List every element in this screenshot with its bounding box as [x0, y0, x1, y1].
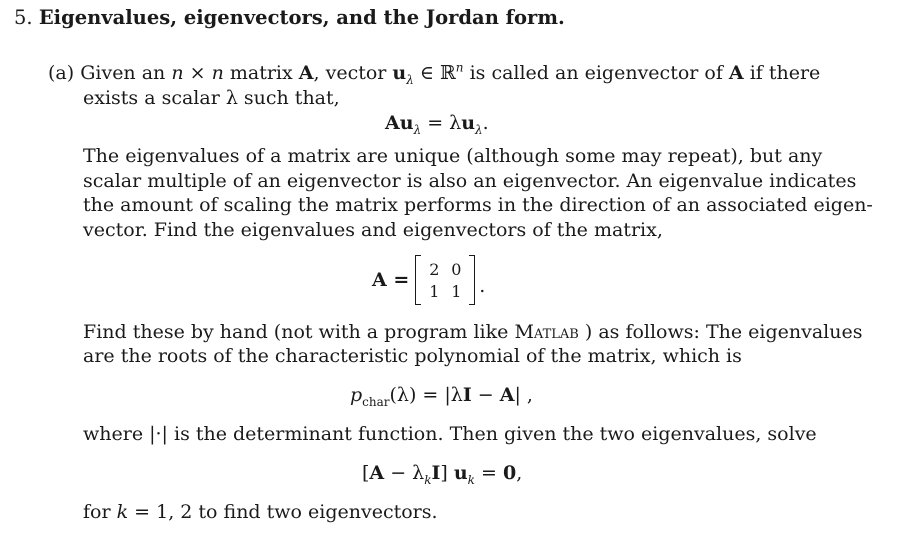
matrix-lhs: A = — [372, 269, 410, 291]
part-label: (a) — [48, 62, 75, 84]
paragraph-line: vector. Find the eigenvalues and eigenvectors of the matrix, — [83, 219, 663, 241]
section-heading — [14, 6, 565, 30]
paragraph-line: The eigenvalues of a matrix are unique (although some may repeat), but any — [83, 145, 823, 167]
matrix-grid — [421, 258, 469, 302]
matrix-cell: 1 — [451, 281, 462, 301]
right-bracket — [469, 255, 475, 305]
where-line: where |·| is the determinant function. Then given the two eigenvalues, solve — [83, 423, 817, 445]
solve-equation: $[A - \lambda_kI]$ $u_k = 0$, — [362, 462, 523, 487]
matrix-cell: 2 — [429, 259, 440, 279]
part-a-line2: exists a scalar λ such that, — [83, 87, 340, 109]
paragraph-line: the amount of scaling the matrix performs in the direction of an associated eigen- — [83, 194, 873, 216]
eigen-equation: $Au_\lambda = \lambda u_\lambda$. — [385, 112, 489, 137]
matrix-cell: 0 — [451, 259, 462, 279]
char-poly-equation: $p_{char}(\lambda) = |\lambda I - A|$ , — [350, 384, 533, 409]
find-line2: are the roots of the characteristic polynomial of the matrix, which is — [83, 345, 742, 367]
paragraph-line: scalar multiple of an eigenvector is also an eigenvector. An eigenvalue indicates — [83, 170, 857, 192]
matrix-period: . — [479, 275, 486, 297]
matrix-cell: 1 — [429, 281, 440, 301]
final-line: for k = 1, 2 to find two eigenvectors. — [83, 501, 438, 523]
part-a-line1: (a) Given an n × n matrix A, vector $u_\lambda$ ∈ ℝ$^n$ is called an eigenvector of A if there — [48, 60, 821, 87]
section-title: Eigenvalues, eigenvectors, and the Jordan form. — [38, 6, 565, 29]
matrix-equation — [372, 254, 485, 306]
matlab-name: Matlab — [514, 321, 579, 343]
section-number: 5. — [14, 6, 33, 29]
find-line1: Find these by hand (not with a program like Matlab ) as follows: The eigenvalues — [83, 321, 863, 343]
